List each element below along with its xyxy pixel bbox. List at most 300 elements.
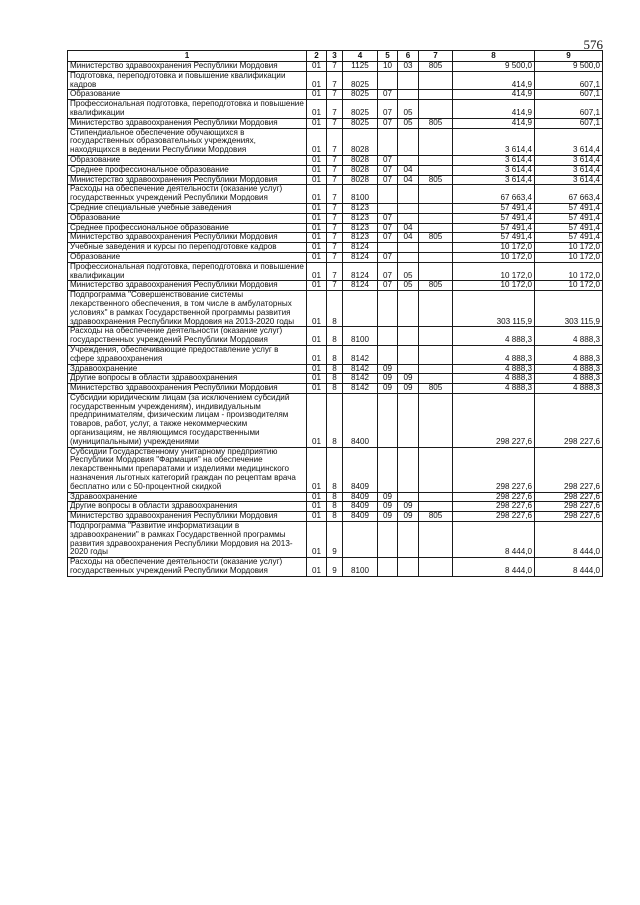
code-cell [398,447,419,492]
code-cell: 8123 [343,233,378,243]
amount-cell: 10 172,0 [453,262,535,281]
expense-item-name: Министерство здравоохранения Республики Мордовия [68,281,307,291]
amount-cell: 414,9 [453,118,535,128]
code-cell [419,522,453,558]
code-cell: 03 [398,62,419,72]
amount-cell: 298 227,6 [535,447,603,492]
code-cell: 8 [327,291,343,327]
code-cell [419,71,453,90]
amount-cell: 607,1 [535,90,603,100]
code-cell: 805 [419,62,453,72]
amount-cell: 607,1 [535,71,603,90]
code-cell: 8124 [343,252,378,262]
header-row [68,51,603,62]
amount-cell: 298 227,6 [535,512,603,522]
expense-item-name: Образование [68,213,307,223]
code-cell: 01 [307,512,327,522]
code-cell: 01 [307,447,327,492]
amount-cell: 3 614,4 [535,128,603,155]
amount-cell: 10 172,0 [453,243,535,253]
amount-cell: 3 614,4 [535,155,603,165]
code-cell [378,185,398,204]
amount-cell: 3 614,4 [453,175,535,185]
code-cell: 8400 [343,393,378,447]
amount-cell: 4 888,3 [535,345,603,364]
code-cell: 7 [327,90,343,100]
header-cell: 5 [378,51,398,62]
expense-item-name: Подпрограмма "Развитие информатизации в здравоохранении" в рамках Государственной программы развития здравоохранения Республики Мордовия на 2013-2020 годы [68,522,307,558]
code-cell: 01 [307,223,327,233]
amount-cell: 10 172,0 [453,252,535,262]
code-cell [398,128,419,155]
code-cell [398,185,419,204]
code-cell: 07 [378,100,398,119]
code-cell: 01 [307,100,327,119]
table-row [68,203,603,213]
code-cell: 07 [378,118,398,128]
code-cell: 01 [307,62,327,72]
amount-cell: 607,1 [535,100,603,119]
amount-cell: 414,9 [453,71,535,90]
expense-item-name: Министерство здравоохранения Республики Мордовия [68,384,307,394]
code-cell [419,165,453,175]
code-cell [398,71,419,90]
amount-cell: 607,1 [535,118,603,128]
table-row [68,223,603,233]
code-cell: 01 [307,364,327,374]
expense-item-name: Субсидии юридическим лицам (за исключением субсидий государственным учреждениям), индивидуальным предпринимателям, физическим лицам - производителям товаров, работ, услуг, а также некоммерческим организациям, не являющимся государственными (муниципальными) учреждениями [68,393,307,447]
header-cell: 1 [68,51,307,62]
amount-cell: 9 500,0 [453,62,535,72]
amount-cell: 57 491,4 [535,223,603,233]
code-cell: 09 [398,502,419,512]
code-cell [419,223,453,233]
budget-table [67,50,603,577]
table-row [68,185,603,204]
code-cell: 01 [307,233,327,243]
expense-item-name: Среднее профессиональное образование [68,165,307,175]
code-cell: 7 [327,128,343,155]
code-cell [419,262,453,281]
code-cell [419,492,453,502]
table-row [68,364,603,374]
header-cell: 2 [307,51,327,62]
code-cell: 8028 [343,165,378,175]
amount-cell: 298 227,6 [453,502,535,512]
code-cell [378,71,398,90]
header-cell: 9 [535,51,603,62]
code-cell: 07 [378,281,398,291]
code-cell: 07 [378,90,398,100]
code-cell: 09 [378,502,398,512]
code-cell [419,203,453,213]
code-cell: 8100 [343,327,378,346]
code-cell [378,345,398,364]
expense-item-name: Образование [68,155,307,165]
code-cell [398,393,419,447]
code-cell: 8123 [343,213,378,223]
code-cell: 7 [327,62,343,72]
code-cell: 05 [398,100,419,119]
code-cell: 05 [398,281,419,291]
table-row [68,118,603,128]
code-cell: 01 [307,128,327,155]
code-cell: 8028 [343,175,378,185]
amount-cell: 298 227,6 [535,393,603,447]
amount-cell: 57 491,4 [535,203,603,213]
amount-cell: 303 115,9 [453,291,535,327]
code-cell: 7 [327,243,343,253]
expense-item-name: Расходы на обеспечение деятельности (оказание услуг) государственных учреждений Республики Мордовия [68,185,307,204]
code-cell: 07 [378,155,398,165]
expense-item-name: Министерство здравоохранения Республики Мордовия [68,512,307,522]
code-cell: 8124 [343,262,378,281]
code-cell [419,502,453,512]
code-cell: 04 [398,223,419,233]
code-cell [398,213,419,223]
code-cell [398,558,419,577]
code-cell: 8409 [343,492,378,502]
amount-cell: 298 227,6 [453,512,535,522]
amount-cell: 298 227,6 [535,502,603,512]
code-cell: 8025 [343,100,378,119]
table-row [68,165,603,175]
table-row [68,262,603,281]
code-cell: 7 [327,252,343,262]
code-cell [378,291,398,327]
code-cell: 7 [327,175,343,185]
amount-cell: 298 227,6 [535,492,603,502]
code-cell: 04 [398,233,419,243]
code-cell: 01 [307,393,327,447]
code-cell [378,393,398,447]
expense-item-name: Подпрограмма "Совершенствование системы лекарственного обеспечения, в том числе в амбулаторных условиях" в рамках Государственной программы развития здравоохранения Республики Мордовия на 2013-2020 годы [68,291,307,327]
code-cell: 04 [398,165,419,175]
amount-cell: 4 888,3 [535,384,603,394]
code-cell: 09 [398,374,419,384]
code-cell: 8028 [343,128,378,155]
table-row [68,252,603,262]
code-cell: 8 [327,447,343,492]
amount-cell: 10 172,0 [535,252,603,262]
code-cell: 09 [378,492,398,502]
table-body [68,62,603,577]
code-cell [398,327,419,346]
code-cell: 07 [378,213,398,223]
table-row [68,393,603,447]
code-cell: 7 [327,233,343,243]
expense-item-name: Министерство здравоохранения Республики Мордовия [68,233,307,243]
code-cell: 01 [307,492,327,502]
amount-cell: 10 172,0 [535,262,603,281]
table-row [68,71,603,90]
code-cell: 01 [307,262,327,281]
code-cell: 8 [327,374,343,384]
code-cell: 07 [378,175,398,185]
amount-cell: 10 172,0 [535,281,603,291]
table-row [68,155,603,165]
code-cell: 05 [398,118,419,128]
code-cell: 07 [378,262,398,281]
code-cell [419,291,453,327]
code-cell: 8124 [343,281,378,291]
code-cell: 8025 [343,118,378,128]
table-row [68,345,603,364]
code-cell: 01 [307,558,327,577]
code-cell: 7 [327,71,343,90]
code-cell: 01 [307,185,327,204]
table-row [68,512,603,522]
amount-cell: 10 172,0 [535,243,603,253]
expense-item-name: Субсидии Государственному унитарному предприятию Республики Мордовия "Фармация" на обеспечение лекарственными препаратами и изделиями медицинского назначения льготных категорий граждан по рецептам врача бесплатно или с 50-процентной скидкой [68,447,307,492]
code-cell [419,213,453,223]
code-cell: 9 [327,522,343,558]
code-cell: 1125 [343,62,378,72]
table-row [68,175,603,185]
table-row [68,374,603,384]
code-cell: 8 [327,492,343,502]
code-cell [398,345,419,364]
header-cell: 4 [343,51,378,62]
code-cell: 01 [307,281,327,291]
code-cell: 8 [327,384,343,394]
expense-item-name: Министерство здравоохранения Республики Мордовия [68,175,307,185]
code-cell [419,447,453,492]
code-cell [343,291,378,327]
code-cell: 7 [327,262,343,281]
code-cell: 805 [419,384,453,394]
amount-cell: 8 444,0 [535,558,603,577]
code-cell: 09 [378,364,398,374]
code-cell: 01 [307,243,327,253]
code-cell [398,492,419,502]
code-cell: 01 [307,522,327,558]
code-cell: 01 [307,118,327,128]
code-cell [378,558,398,577]
code-cell: 01 [307,374,327,384]
code-cell: 7 [327,118,343,128]
expense-item-name: Средние специальные учебные заведения [68,203,307,213]
code-cell: 8028 [343,155,378,165]
amount-cell: 4 888,3 [453,345,535,364]
code-cell [398,252,419,262]
expense-item-name: Учреждения, обеспечивающие предоставление услуг в сфере здравоохранения [68,345,307,364]
amount-cell: 4 888,3 [453,374,535,384]
table-row [68,213,603,223]
amount-cell: 57 491,4 [535,213,603,223]
code-cell: 01 [307,71,327,90]
code-cell [398,90,419,100]
table-row [68,558,603,577]
amount-cell: 4 888,3 [535,327,603,346]
header-cell: 6 [398,51,419,62]
expense-item-name: Профессиональная подготовка, переподготовка и повышение квалификации [68,100,307,119]
code-cell [398,155,419,165]
code-cell: 09 [398,384,419,394]
code-cell [419,374,453,384]
code-cell: 8123 [343,203,378,213]
code-cell [378,327,398,346]
amount-cell: 8 444,0 [453,522,535,558]
code-cell: 01 [307,345,327,364]
code-cell [378,203,398,213]
code-cell: 8124 [343,243,378,253]
expense-item-name: Министерство здравоохранения Республики Мордовия [68,118,307,128]
amount-cell: 8 444,0 [535,522,603,558]
code-cell: 01 [307,502,327,512]
code-cell: 01 [307,213,327,223]
code-cell [419,90,453,100]
table-row [68,62,603,72]
amount-cell: 67 663,4 [453,185,535,204]
code-cell: 8025 [343,71,378,90]
amount-cell: 57 491,4 [453,223,535,233]
code-cell: 7 [327,185,343,204]
code-cell: 8 [327,345,343,364]
expense-item-name: Здравоохранение [68,364,307,374]
code-cell [378,447,398,492]
amount-cell: 67 663,4 [535,185,603,204]
code-cell: 07 [378,233,398,243]
expense-item-name: Расходы на обеспечение деятельности (оказание услуг) государственных учреждений Республики Мордовия [68,327,307,346]
code-cell [419,243,453,253]
code-cell: 8100 [343,558,378,577]
code-cell: 8123 [343,223,378,233]
code-cell: 01 [307,203,327,213]
code-cell: 09 [378,384,398,394]
table-row [68,100,603,119]
code-cell: 01 [307,384,327,394]
code-cell: 04 [398,175,419,185]
page-number: 576 [583,37,603,52]
code-cell: 8409 [343,512,378,522]
amount-cell: 8 444,0 [453,558,535,577]
amount-cell: 4 888,3 [453,327,535,346]
amount-cell: 4 888,3 [535,374,603,384]
table-row [68,447,603,492]
table-row [68,90,603,100]
code-cell [419,252,453,262]
amount-cell: 298 227,6 [453,393,535,447]
header-cell: 3 [327,51,343,62]
expense-item-name: Здравоохранение [68,492,307,502]
table-row [68,128,603,155]
expense-item-name: Подготовка, переподготовка и повышение квалификации кадров [68,71,307,90]
amount-cell: 414,9 [453,90,535,100]
expense-item-name: Другие вопросы в области здравоохранения [68,374,307,384]
expense-item-name: Стипендиальное обеспечение обучающихся в государственных образовательных учреждениях, находящихся в ведении Республики Мордовия [68,128,307,155]
code-cell [419,100,453,119]
table-row [68,522,603,558]
header-cell: 8 [453,51,535,62]
code-cell [398,522,419,558]
expense-item-name: Другие вопросы в области здравоохранения [68,502,307,512]
code-cell: 01 [307,90,327,100]
code-cell [419,128,453,155]
code-cell [419,155,453,165]
code-cell: 9 [327,558,343,577]
code-cell: 805 [419,281,453,291]
table-row [68,502,603,512]
amount-cell: 3 614,4 [453,128,535,155]
code-cell [419,364,453,374]
code-cell [398,291,419,327]
code-cell: 01 [307,252,327,262]
amount-cell: 9 500,0 [535,62,603,72]
code-cell: 01 [307,291,327,327]
code-cell: 8409 [343,502,378,512]
code-cell: 10 [378,62,398,72]
amount-cell: 57 491,4 [453,203,535,213]
expense-item-name: Среднее профессиональное образование [68,223,307,233]
code-cell: 805 [419,233,453,243]
code-cell: 8 [327,393,343,447]
code-cell [398,243,419,253]
code-cell: 8 [327,502,343,512]
code-cell [419,185,453,204]
code-cell: 7 [327,281,343,291]
code-cell: 8025 [343,90,378,100]
code-cell [398,364,419,374]
code-cell: 8 [327,512,343,522]
amount-cell: 303 115,9 [535,291,603,327]
code-cell [378,128,398,155]
amount-cell: 3 614,4 [453,155,535,165]
table-row [68,281,603,291]
code-cell: 05 [398,262,419,281]
expense-item-name: Образование [68,252,307,262]
amount-cell: 4 888,3 [453,384,535,394]
table-row [68,492,603,502]
code-cell [419,345,453,364]
code-cell: 7 [327,223,343,233]
code-cell: 8409 [343,447,378,492]
code-cell: 8100 [343,185,378,204]
code-cell: 01 [307,327,327,346]
code-cell: 01 [307,175,327,185]
code-cell: 7 [327,100,343,119]
amount-cell: 298 227,6 [453,447,535,492]
amount-cell: 4 888,3 [453,364,535,374]
code-cell [419,393,453,447]
code-cell: 805 [419,512,453,522]
amount-cell: 57 491,4 [535,233,603,243]
code-cell: 8142 [343,384,378,394]
code-cell: 01 [307,165,327,175]
table-row [68,384,603,394]
amount-cell: 298 227,6 [453,492,535,502]
table-row [68,233,603,243]
amount-cell: 3 614,4 [535,165,603,175]
code-cell: 7 [327,165,343,175]
table-row [68,243,603,253]
code-cell: 8 [327,327,343,346]
code-cell: 07 [378,165,398,175]
code-cell [343,522,378,558]
code-cell: 01 [307,155,327,165]
code-cell: 09 [398,512,419,522]
code-cell: 8142 [343,374,378,384]
code-cell: 805 [419,118,453,128]
code-cell: 7 [327,203,343,213]
code-cell: 8142 [343,364,378,374]
amount-cell: 57 491,4 [453,233,535,243]
amount-cell: 3 614,4 [453,165,535,175]
code-cell [378,243,398,253]
code-cell: 09 [378,512,398,522]
amount-cell: 10 172,0 [453,281,535,291]
table-row [68,291,603,327]
